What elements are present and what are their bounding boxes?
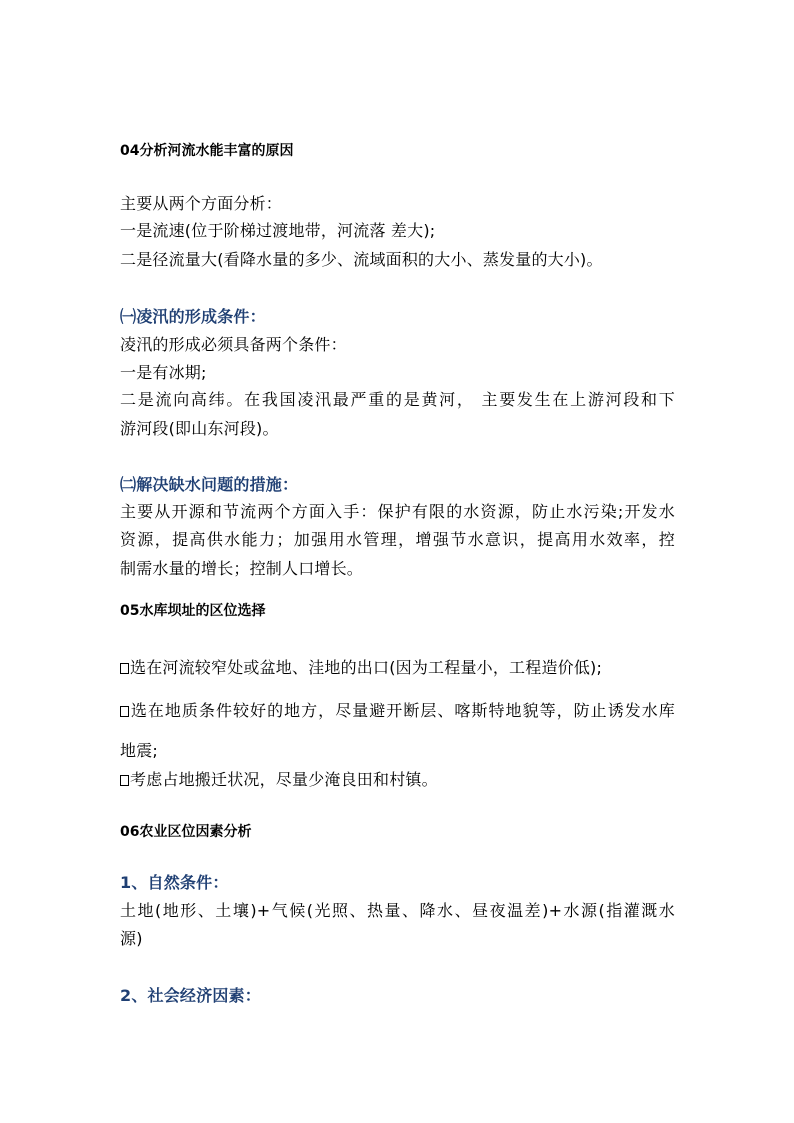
- bullet-box-icon: [120, 663, 129, 674]
- paragraph-line: 一是有冰期;: [120, 363, 207, 382]
- paragraph-line: 二是径流量大(看降水量的多少、流域面积的大小、蒸发量的大小)。: [120, 250, 603, 269]
- list-item-text: 选在地质条件较好的地方，尽量避开断层、喀斯特地貌等，防止诱发水库: [130, 701, 675, 720]
- list-item: [120, 657, 602, 679]
- paragraph-line: 凌汛的形成必须具备两个条件：: [120, 335, 347, 354]
- paragraph-line: 主要从开源和节流两个方面入手：保护有限的水资源，防止水污染;开发水: [120, 502, 675, 521]
- section-title-06: 06农业区位因素分析: [120, 824, 252, 840]
- subheading-ice-flood: ㈠凌汛的形成条件：: [120, 307, 266, 326]
- paragraph-line: 制需水量的增长；控制人口增长。: [120, 559, 364, 578]
- subheading-socioeconomic-factors: 2、社会经济因素：: [120, 986, 261, 1005]
- list-item-continuation: 地震;: [120, 741, 158, 760]
- paragraph-line: 主要从两个方面分析：: [120, 194, 283, 213]
- paragraph-line: 土地(地形、土壤)+气候(光照、热量、降水、昼夜温差)+水源(指灌溉水: [120, 901, 675, 920]
- list-item-text: 选在河流较窄处或盆地、洼地的出口(因为工程量小，工程造价低);: [130, 658, 603, 677]
- subheading-natural-conditions: 1、自然条件：: [120, 873, 229, 892]
- paragraph-line: 资源，提高供水能力；加强用水管理，增强节水意识，提高用水效率，控: [120, 530, 675, 549]
- paragraph-line: 二是流向高纬。在我国凌汛最严重的是黄河， 主要发生在上游河段和下: [120, 390, 675, 409]
- paragraph-line: 源): [120, 929, 143, 948]
- list-item-text: 考虑占地搬迁状况，尽量少淹良田和村镇。: [130, 770, 438, 789]
- paragraph-line: 游河段(即山东河段)。: [120, 419, 279, 438]
- section-title-04: 04分析河流水能丰富的原因: [120, 143, 294, 159]
- bullet-box-icon: [120, 706, 129, 717]
- subheading-water-shortage: ㈡解决缺水问题的措施：: [120, 475, 299, 494]
- section-title-05: 05水库坝址的区位选择: [120, 603, 266, 619]
- list-item: [120, 700, 675, 722]
- bullet-box-icon: [120, 775, 129, 786]
- paragraph-line: 一是流速(位于阶梯过渡地带，河流落 差大);: [120, 221, 436, 240]
- list-item: [120, 769, 438, 791]
